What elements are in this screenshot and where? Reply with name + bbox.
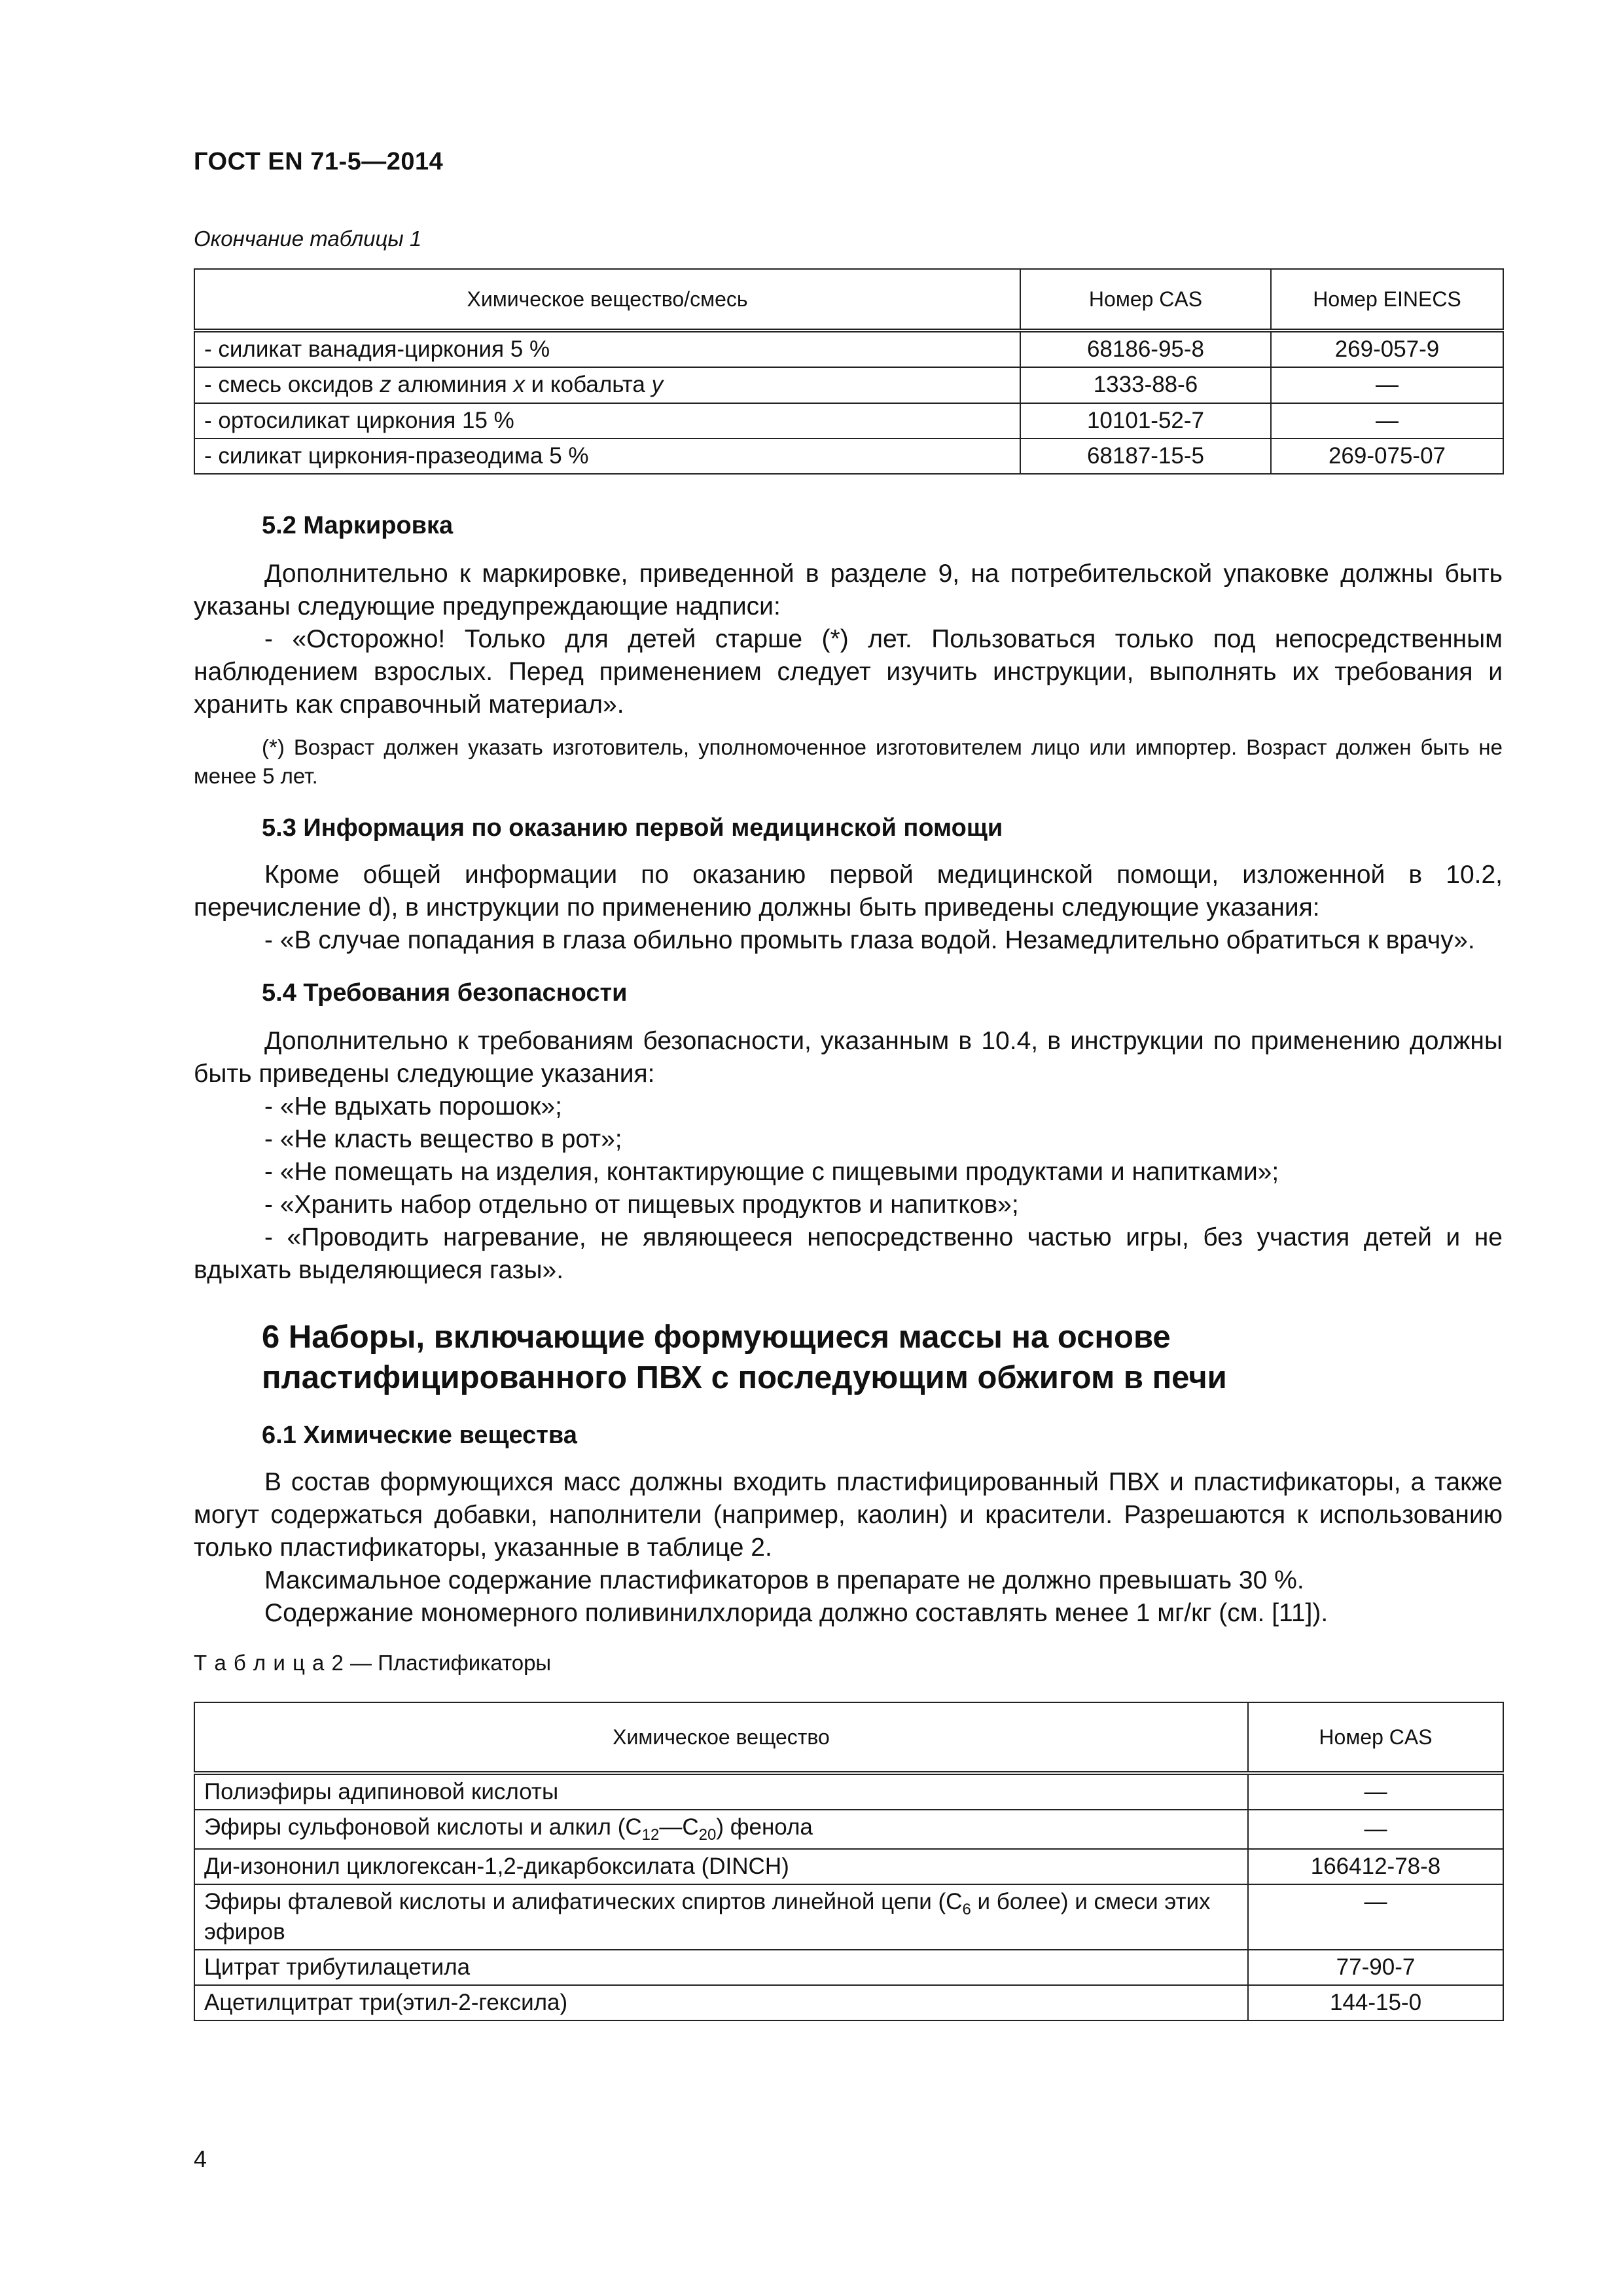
section-6-title [262,1317,1505,1398]
paragraph: - «Осторожно! Только для детей старше (*) лет. Пользоваться только под непосредственным наблюдением взрослых. Перед применением следует изучить инструкции, выполнять их требования и хранить как справочный материал». [194,625,1503,719]
table-row [194,1985,1503,2020]
section-5-3-title: 5.3 Информация по оказанию первой медицинской помощи [262,814,1003,842]
table-cell: Ди-изононил циклогексан-1,2-дикарбоксилата (DINCH) [194,1849,1248,1884]
document-header: ГОСТ EN 71-5—2014 [194,148,444,175]
table-row [194,439,1503,474]
section-5-3-body [194,859,1503,957]
table1-header-row [194,269,1503,331]
table2 [194,1702,1504,2021]
section-5-2-title: 5.2 Маркировка [262,512,454,539]
table-cell: Полиэфиры адипиновой кислоты [194,1773,1248,1810]
paragraph: Дополнительно к маркировке, приведенной в разделе 9, на потребительской упаковке должны быть указаны следующие предупреждающие надписи: [194,560,1503,620]
table-cell: 77-90-7 [1248,1950,1503,1985]
table1-continuation-caption: Окончание таблицы 1 [194,226,422,251]
table-cell: — [1271,403,1503,439]
table1-header-einecs: Номер EINECS [1271,269,1503,331]
list-item: - «Проводить нагревание, не являющееся непосредственно частью игры, без участия детей и не вдыхать выделяющиеся газы». [194,1223,1503,1284]
table-cell: - ортосиликат циркония 15 % [194,403,1020,439]
table-cell: 10101-52-7 [1020,403,1271,439]
list-item: - «Не вдыхать порошок»; [264,1092,562,1121]
table-cell: — [1248,1810,1503,1849]
list-item: - «Не помещать на изделия, контактирующие с пищевыми продуктами и напитками»; [264,1158,1279,1186]
table2-header-row [194,1702,1503,1773]
table-cell: Эфиры сульфоновой кислоты и алкил $(C_{12}—C_{20})$ фенола [194,1810,1248,1849]
table-cell: Ацетилцитрат три(этил-2-гексила) [194,1985,1248,2020]
age-note: (*) Возраст должен указать изготовитель, уполномоченное изготовителем лицо или импортер. Возраст должен быть не менее 5 лет. [194,735,1503,788]
list-item: - «Хранить набор отдельно от пищевых продуктов и напитков»; [264,1191,1019,1219]
paragraph: Дополнительно к требованиям безопасности, указанным в 10.4, в инструкции по применению должны быть приведены следующие указания: [194,1027,1503,1088]
table-row [194,331,1503,367]
table-cell: 68186-95-8 [1020,331,1271,367]
paragraph: В состав формующихся масс должны входить пластифицированный ПВХ и пластификаторы, а также могут содержаться добавки, наполнители (например, каолин) и красители. Разрешаются к использованию только пластификаторы, указанные в таблице 2. [194,1468,1503,1562]
section-6-1-title: 6.1 Химические вещества [262,1422,577,1449]
table2-caption: Т а б л и ц а 2 — Пластификаторы [194,1651,552,1675]
table-cell: — [1248,1773,1503,1810]
table-cell: - силикат ванадия-циркония 5 % [194,331,1020,367]
table-cell: 144-15-0 [1248,1985,1503,2020]
table-cell: — [1271,367,1503,403]
list-item: - «Не класть вещество в рот»; [264,1125,622,1153]
table-row [194,403,1503,439]
table-row [194,1950,1503,1985]
table-cell: 166412-78-8 [1248,1849,1503,1884]
table-row [194,1849,1503,1884]
paragraph: - «В случае попадания в глаза обильно промыть глаза водой. Незамедлительно обратиться к врачу». [264,926,1475,954]
table1 [194,268,1504,475]
table-cell: 269-075-07 [1271,439,1503,474]
paragraph: Содержание мономерного поливинилхлорида должно составлять менее 1 мг/кг (см. [11]). [264,1599,1329,1627]
table-row [194,367,1503,403]
table-cell: - силикат циркония-празеодима 5 % [194,439,1020,474]
section-6-title-line1: 6 Наборы, включающие формующиеся массы на основе [262,1319,1171,1355]
table-cell: Цитрат трибутилацетила [194,1950,1248,1985]
paragraph: Максимальное содержание пластификаторов в препарате не должно превышать 30 %. [264,1566,1304,1594]
section-5-4-body [194,1025,1503,1287]
table1-header-cas: Номер CAS [1020,269,1271,331]
table-row [194,1773,1503,1810]
section-5-4-title: 5.4 Требования безопасности [262,979,628,1007]
page-number: 4 [194,2145,207,2172]
section-6-1-body [194,1466,1503,1630]
section-5-2-body [194,558,1503,721]
table-row [194,1810,1503,1849]
table-cell: - смесь оксидов z алюминия x и кобальта y [194,367,1020,403]
table-cell: 1333-88-6 [1020,367,1271,403]
table-row [194,1884,1503,1950]
table-cell: 68187-15-5 [1020,439,1271,474]
table2-header-cas: Номер CAS [1248,1702,1503,1773]
paragraph: Кроме общей информации по оказанию первой медицинской помощи, изложенной в 10.2, перечисление d), в инструкции по применению должны быть приведены следующие указания: [194,861,1503,922]
table-cell: 269-057-9 [1271,331,1503,367]
table-cell: — [1248,1884,1503,1950]
table1-header-substance: Химическое вещество/смесь [194,269,1020,331]
table2-header-substance: Химическое вещество [194,1702,1248,1773]
table-cell: Эфиры фталевой кислоты и алифатических спиртов линейной цепи ($C_6$ и более) и смеси этих эфиров [194,1884,1248,1950]
section-6-title-line2: пластифицированного ПВХ с последующим обжигом в печи [262,1360,1227,1395]
